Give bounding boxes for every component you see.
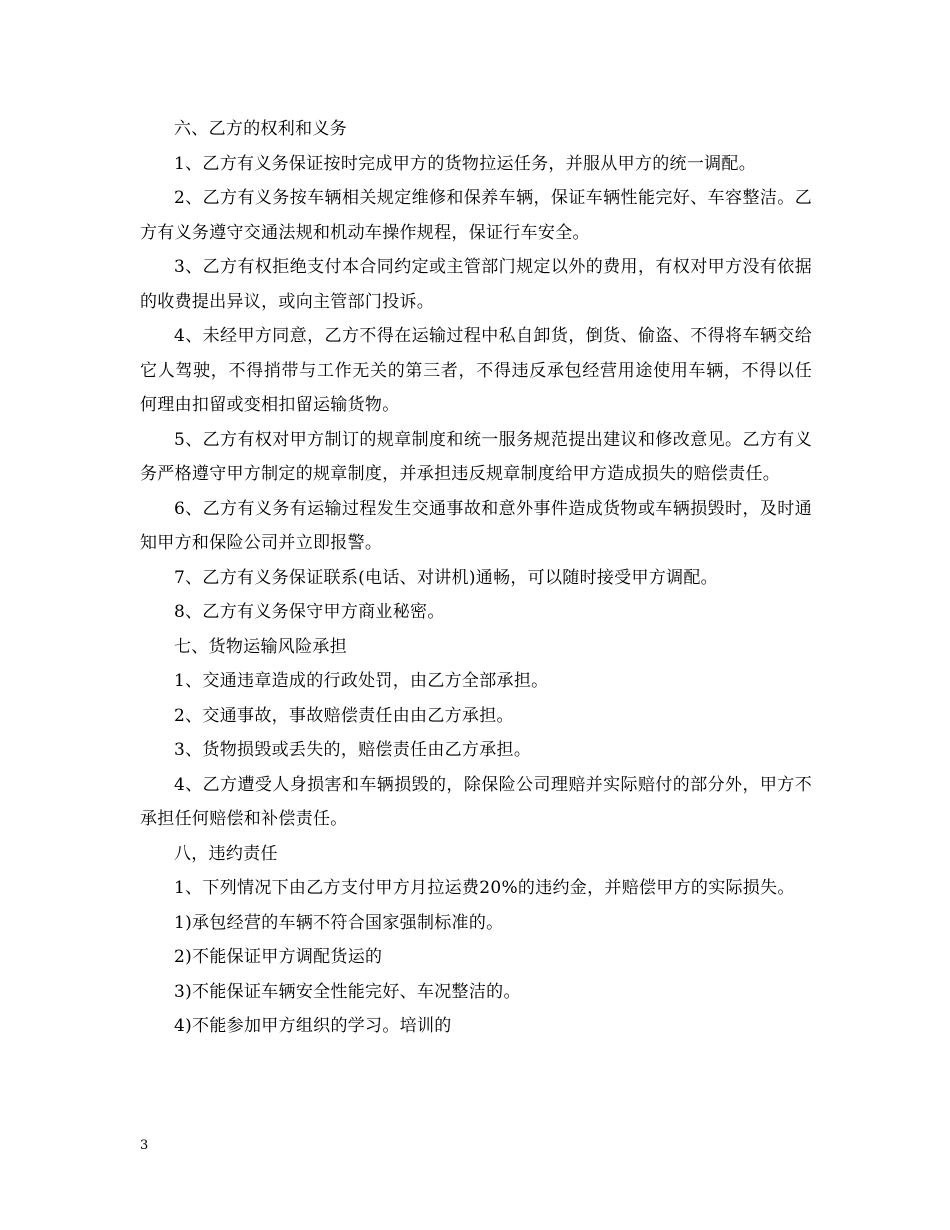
clause-6-2: 2、乙方有义务按车辆相关规定维修和保养车辆，保证车辆性能完好、车容整洁。乙方有义务遵守交通法规和机动车操作规程，保证行车安全。 [140, 188, 812, 243]
section-heading-8: 八，违约责任 [174, 843, 278, 864]
section-heading-6: 六、乙方的权利和义务 [174, 119, 347, 139]
clause-8-1: 1、下列情况下由乙方支付甲方月拉运费20%的违约金，并赔偿甲方的实际损失。 [174, 878, 795, 898]
clause-6-7: 7、乙方有义务保证联系(电话、对讲机)通畅，可以随时接受甲方调配。 [174, 567, 718, 588]
page-number: 3 [140, 1138, 149, 1153]
section-heading-7: 七、货物运输风险承担 [174, 636, 347, 657]
clause-7-3: 3、货物损毁或丢失的，赔偿责任由乙方承担。 [174, 740, 532, 760]
sub-item-1: 1)承包经营的车辆不符合国家强制标准的。 [174, 912, 504, 933]
clause-7-2: 2、交通事故，事故赔偿责任由由乙方承担。 [174, 705, 514, 726]
sub-item-3: 3)不能保证车辆安全性能完好、车况整洁的。 [174, 981, 521, 1002]
clause-6-3: 3、乙方有权拒绝支付本合同约定或主管部门规定以外的费用，有权对甲方没有依据的收费提出异议，或向主管部门投诉。 [140, 257, 812, 312]
clause-6-4: 4、未经甲方同意，乙方不得在运输过程中私自卸货，倒货、偷盗、不得将车辆交给它人驾驶，不得捎带与工作无关的第三者，不得违反承包经营用途使用车辆，不得以任何理由扣留或变相扣留运输货物。 [140, 326, 812, 415]
clause-6-1: 1、乙方有义务保证按时完成甲方的货物拉运任务，并服从甲方的统一调配。 [174, 153, 757, 174]
sub-item-4: 4)不能参加甲方组织的学习。培训的 [174, 1016, 452, 1036]
clause-6-6: 6、乙方有义务有运输过程发生交通事故和意外事件造成货物或车辆损毁时，及时通知甲方和保险公司并立即报警。 [140, 498, 812, 553]
clause-7-4: 4、乙方遭受人身损害和车辆损毁的，除保险公司理赔并实际赔付的部分外，甲方不承担任何赔偿和补偿责任。 [140, 774, 812, 829]
document-body [140, 112, 812, 1044]
sub-item-2: 2)不能保证甲方调配货运的 [174, 947, 383, 967]
clause-7-1: 1、交通违章造成的行政处罚，由乙方全部承担。 [174, 671, 549, 691]
clause-6-5: 5、乙方有权对甲方制订的规章制度和统一服务规范提出建议和修改意见。乙方有义务严格遵守甲方制定的规章制度，并承担违反规章制度给甲方造成损失的赔偿责任。 [140, 429, 812, 484]
clause-6-8: 8、乙方有义务保守甲方商业秘密。 [174, 602, 445, 622]
